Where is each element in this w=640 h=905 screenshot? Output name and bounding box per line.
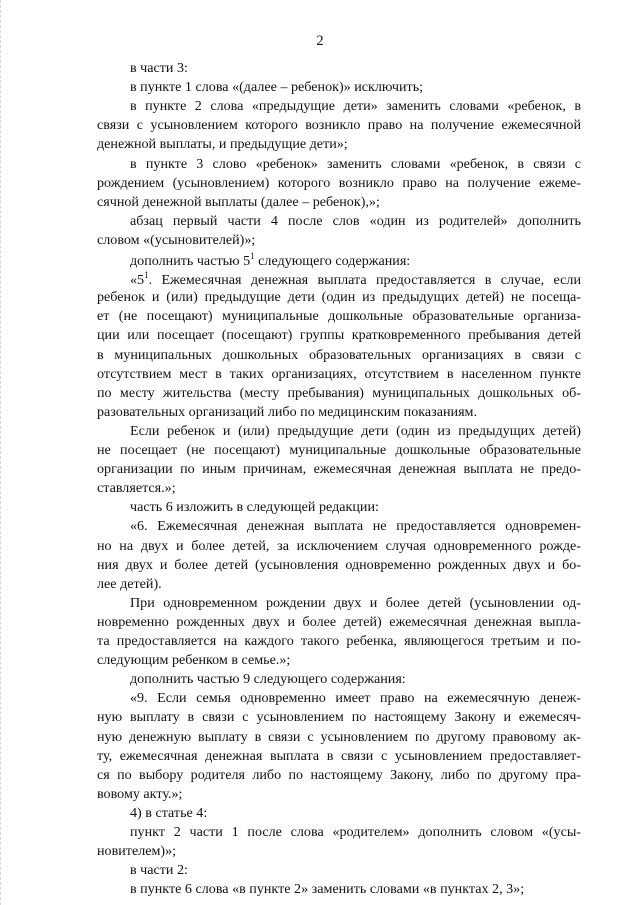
text-line-content: ную денежную выплату в связи с усыновлением по другому правовому ак- [97,728,581,745]
text-line-content: ния двух и более детей (усыновления одновременно рожденных двух и бо- [97,556,581,573]
text-line-content: но на двух и более детей, за исключением случая одновременного рожде- [97,537,581,554]
text-line-content: денежной выплаты, и предыдущие дети»; [97,136,348,153]
text-line [97,767,581,784]
text-line [97,289,581,306]
text-line [97,327,581,344]
text-line [97,709,581,726]
text-line [97,786,581,803]
text-line-content: та предоставляется на каждого такого ребенка, являющегося третьим и по- [97,633,581,649]
text-line [97,232,581,249]
text-line-content: отсутствием мест в таких организациях, отсутствием в населенном пункте [97,365,581,382]
text-line [97,442,581,459]
text-line-content: ставляется.»; [97,480,176,497]
text-line-content: «5 [130,272,145,289]
text-line [97,461,581,478]
text-line [97,347,581,364]
text-line [97,98,581,115]
text-line [97,79,581,96]
superscript: 1 [250,251,255,261]
text-line-content: разовательных организаций либо по медицинским показаниям. [97,403,477,420]
text-line [97,690,581,707]
text-line-content: в пункте 3 слово «ребенок» заменить словами «ребенок, в связи с [130,155,581,172]
text-line-content: ребенок и (или) предыдущие дети (один из предыдущих детей) не посеща- [97,289,581,306]
text-line [97,385,581,402]
text-line-content: в пункте 6 слова «в пункте 2» заменить словами «в пунктах 2, 3»; [130,881,525,898]
page-number: 2 [316,33,324,49]
text-line [97,652,581,669]
text-line-content: ную выплату в связи с усыновлением по настоящему Закону и ежемесяч- [97,709,581,726]
text-line-content: «9. Если семья одновременно имеет право на ежемесячную денеж- [130,690,581,707]
text-line [97,881,581,898]
text-line-content: новременно рожденных двух и более детей) ежемесячная денежная выпла- [97,613,581,630]
text-line-content: При одновременном рождении двух и более детей (усыновлении од- [130,594,581,611]
text-line-content: словом «(усыновителей)»; [97,231,256,248]
text-line-continuation: . Ежемесячная денежная выплата предоставляется в случае, если [148,272,581,289]
text-line-continuation: следующего содержания: [254,253,411,269]
text-line-content: сячной денежной выплаты (далее – ребенок),»; [97,193,380,210]
text-line [97,538,581,555]
text-line-content: в муниципальных дошкольных образовательных организациях в связи с [97,346,581,363]
text-line [97,843,581,860]
text-line [97,557,581,574]
text-line [97,518,581,535]
text-line [97,270,581,289]
text-line [97,194,581,211]
text-line-content: ет (не посещают) муниципальные дошкольные образовательные организа- [97,308,581,325]
text-line [97,480,581,497]
text-line [97,117,581,134]
text-line-content: ся по выбору родителя либо по настоящему Закону, либо по другому пра- [97,766,581,783]
text-line [97,671,581,688]
text-line [97,60,581,77]
text-line [97,156,581,173]
text-line [97,748,581,765]
text-line [97,729,581,746]
text-line-content: рождением (усыновлением) которого возникло право на получение ежеме- [97,174,581,191]
text-line-content: дополнить частью 9 следующего содержания: [130,671,406,688]
text-line-content: по месту жительства (месту пребывания) муниципальных дошкольных об- [97,384,581,401]
text-line-content: организации по иным причинам, ежемесячная денежная выплата не предо- [97,461,581,478]
text-line [97,862,581,879]
text-line [97,213,581,230]
text-line [97,423,581,440]
text-line-content: 4) в статье 4: [130,804,208,821]
text-line-content: ту, ежемесячная денежная выплата в связи с усыновлением предоставляет- [97,747,581,764]
text-line [97,633,581,650]
text-line [97,614,581,631]
text-line [97,308,581,325]
text-line-content: часть 6 изложить в следующей редакции: [130,499,379,516]
text-line [97,175,581,192]
text-line-content: дополнить частью 5 [130,253,251,269]
text-line-content: не посещает (не посещают) муниципальные дошкольные образовательные [97,442,581,458]
superscript: 1 [144,270,149,281]
text-line-content: связи с усыновлением которого возникло право на получение ежемесячной [97,117,581,134]
text-line [97,366,581,383]
scan-edge-marks [0,0,5,905]
text-line [97,404,581,421]
text-line-content: «6. Ежемесячная денежная выплата не предоставляется одновремен- [130,518,581,535]
text-line [97,251,581,270]
text-line-content: в части 3: [130,60,188,76]
text-line-content: пункт 2 части 1 после слова «родителем» дополнить словом «(усы- [130,824,581,840]
text-line-content: абзац первый части 4 после слов «один из родителей» дополнить [130,212,581,229]
text-line-content: в пункте 2 слова «предыдущие дети» заменить словами «ребенок, в [130,98,581,115]
text-line-content: новителем)»; [97,843,177,860]
text-line-content: в части 2: [130,862,188,879]
text-line-content: вовому акту.»; [97,785,183,802]
text-line-content: лее детей). [97,575,162,592]
text-line-content: ции или посещает (посещают) группы кратковременного пребывания детей [97,327,581,344]
text-line-content: следующим ребенком в семье.»; [97,652,291,669]
text-line [97,576,581,593]
text-line [97,805,581,822]
text-line [97,824,581,841]
text-line [97,136,581,153]
text-line-content: в пункте 1 слова «(далее – ребенок)» исключить; [130,79,424,96]
text-line [97,595,581,612]
text-line-content: Если ребенок и (или) предыдущие дети (один из предыдущих детей) [130,422,581,439]
text-line [97,499,581,516]
